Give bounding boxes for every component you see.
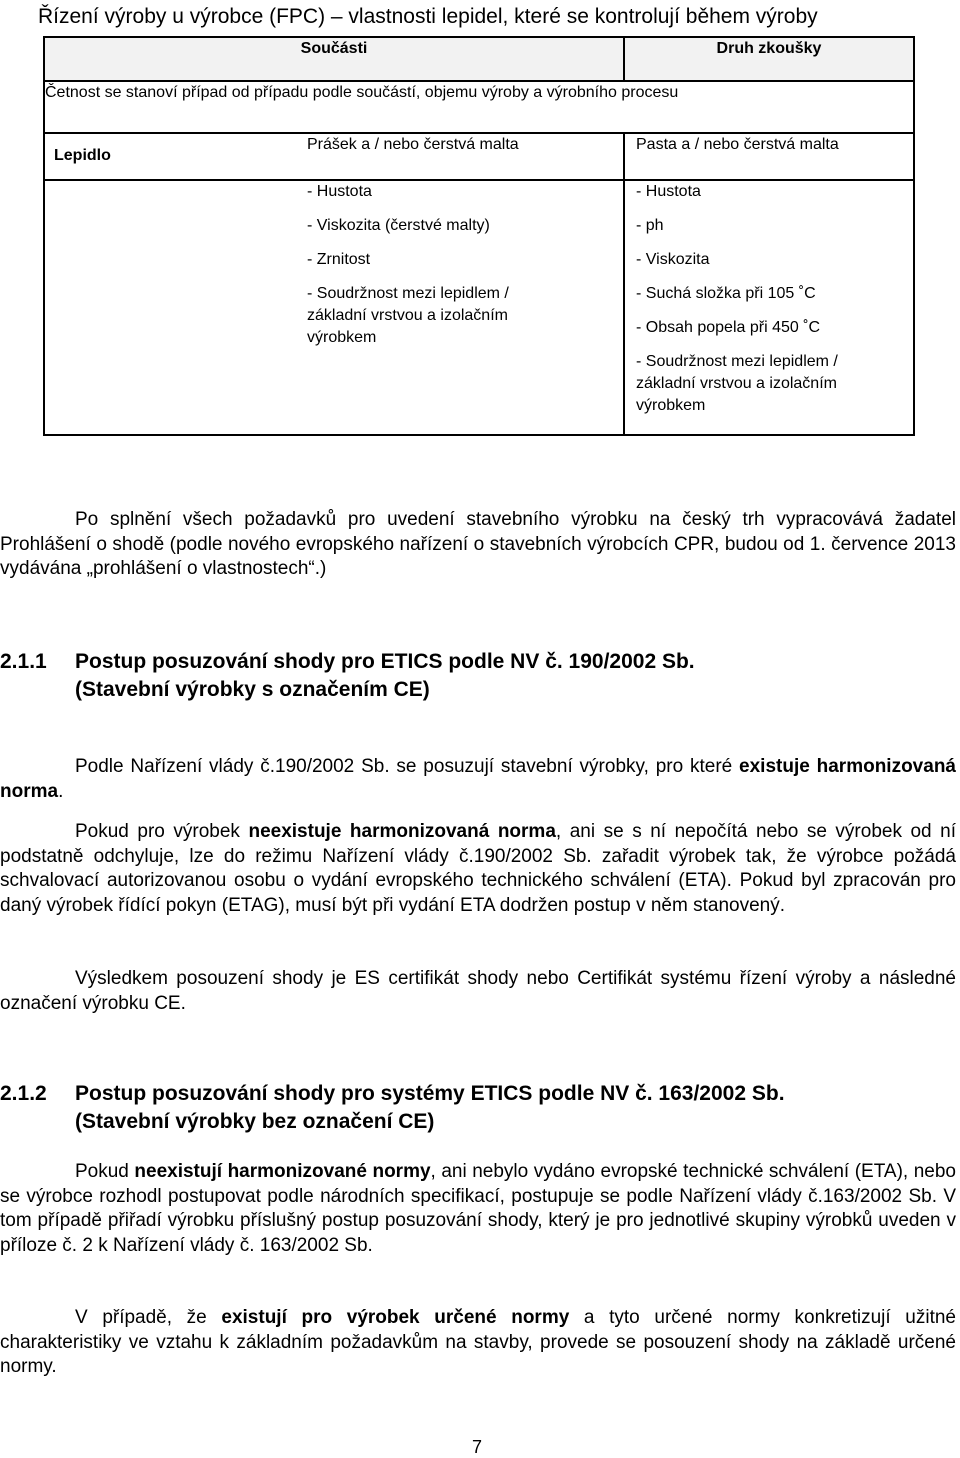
property-line: - Soudržnost mezi lepidlem / xyxy=(636,353,838,370)
property-line: - Soudržnost mezi lepidlem / xyxy=(307,285,509,302)
frequency-note: Četnost se stanoví případ od případu podle součástí, objemu výroby a výrobního procesu xyxy=(44,81,914,133)
property-line: výrobkem xyxy=(636,397,706,414)
powder-props-list xyxy=(307,181,615,349)
powder-props-cell xyxy=(44,180,624,435)
paragraph-result: Výsledkem posouzení shody je ES certifikát shody nebo Certifikát systému řízení výroby a následné označení výrobku CE. xyxy=(0,968,956,1014)
paragraph-nv190: Podle Nařízení vlády č.190/2002 Sb. se posuzují stavební výrobky, pro které existuje harmonizovaná norma. xyxy=(0,756,956,802)
property-line: - Zrnitost xyxy=(307,251,371,268)
header-components: Součásti xyxy=(44,37,624,81)
property-item xyxy=(636,351,913,417)
property-line: základní vrstvou a izolačním xyxy=(307,307,508,324)
property-item xyxy=(307,215,615,237)
col-paste-label: Pasta a / nebo čerstvá malta xyxy=(624,133,914,180)
property-item xyxy=(636,215,913,237)
paragraph-no-harmonized-norm: Pokud pro výrobek neexistuje harmonizovaná norma, ani se s ní nepočítá nebo se výrobek od ní podstatně odchyluje, lze do režimu Nařízení vlády č.190/2002 Sb. zařadit výrobek tak, že výrobce požádá schvalovací autorizovanou osobu o vydání evropského technického schválení (ETA). Pokud byl zpracován pro daný výrobek řídící pokyn (ETAG), musí být při vydání ETA dodržen postup v něm stanovený. xyxy=(0,821,957,916)
paste-props-cell xyxy=(624,180,914,435)
page-title: Řízení výroby u výrobce (FPC) – vlastnosti lepidel, které se kontrolují během výroby xyxy=(38,5,818,28)
property-line: výrobkem xyxy=(307,329,377,346)
paragraph-nv163: Pokud neexistují harmonizované normy, ani nebylo vydáno evropské technické schválení (ETA), nebo se výrobce rozhodl postupovat podle národních specifikací, postupuje se podle Nařízení vlády č.163/2002 Sb. V tom případě přiřadí výrobku příslušný postup posuzování shody, který je pro jednotlivé skupiny výrobků uveden v příloze č. 2 k Nařízení vlády č. 163/2002 Sb. xyxy=(0,1161,956,1256)
property-line: - Hustota xyxy=(307,183,372,200)
property-line: - Suchá složka při 105 ˚C xyxy=(636,285,816,302)
property-item xyxy=(307,249,615,271)
property-line: - ph xyxy=(636,217,664,234)
property-item xyxy=(307,181,615,203)
section-2-1-1-heading: 2.1.1 Postup posuzování shody pro ETICS podle NV č. 190/2002 Sb. (Stavební výrobky s označením CE) xyxy=(0,650,695,701)
property-line: základní vrstvou a izolačním xyxy=(636,375,837,392)
paste-props-list xyxy=(636,181,913,417)
property-item xyxy=(307,283,615,349)
property-item xyxy=(636,249,913,271)
paragraph-declaration: Po splnění všech požadavků pro uvedení stavebního výrobku na český trh vypracovává žadatel Prohlášení o shodě (podle nového evropského nařízení o stavebních výrobcích CPR, budou od 1. července 2013 vydávána „prohlášení o vlastnostech“.) xyxy=(0,509,956,579)
property-item xyxy=(636,317,913,339)
col-powder-label: Prášek a / nebo čerstvá malta xyxy=(307,136,519,153)
paragraph-determined-norms: V případě, že existují pro výrobek určené normy a tyto určené normy konkretizují užitné charakteristiky ve vztahu k základním požadavkům na stavby, provede se posouzení shody na základě určené normy. xyxy=(0,1307,956,1377)
row-label-adhesive: Lepidlo xyxy=(54,147,111,164)
property-line: - Viskozita xyxy=(636,251,710,268)
property-line: - Obsah popela při 450 ˚C xyxy=(636,319,821,336)
page-number: 7 xyxy=(472,1437,483,1457)
fpc-table xyxy=(43,36,915,436)
header-test-type: Druh zkoušky xyxy=(624,37,914,81)
property-line: - Viskozita (čerstvé malty) xyxy=(307,217,490,234)
property-line: - Hustota xyxy=(636,183,701,200)
property-item xyxy=(636,181,913,203)
property-item xyxy=(636,283,913,305)
section-2-1-2-heading: 2.1.2 Postup posuzování shody pro systémy ETICS podle NV č. 163/2002 Sb. (Stavební výrobky bez označení CE) xyxy=(0,1082,785,1133)
